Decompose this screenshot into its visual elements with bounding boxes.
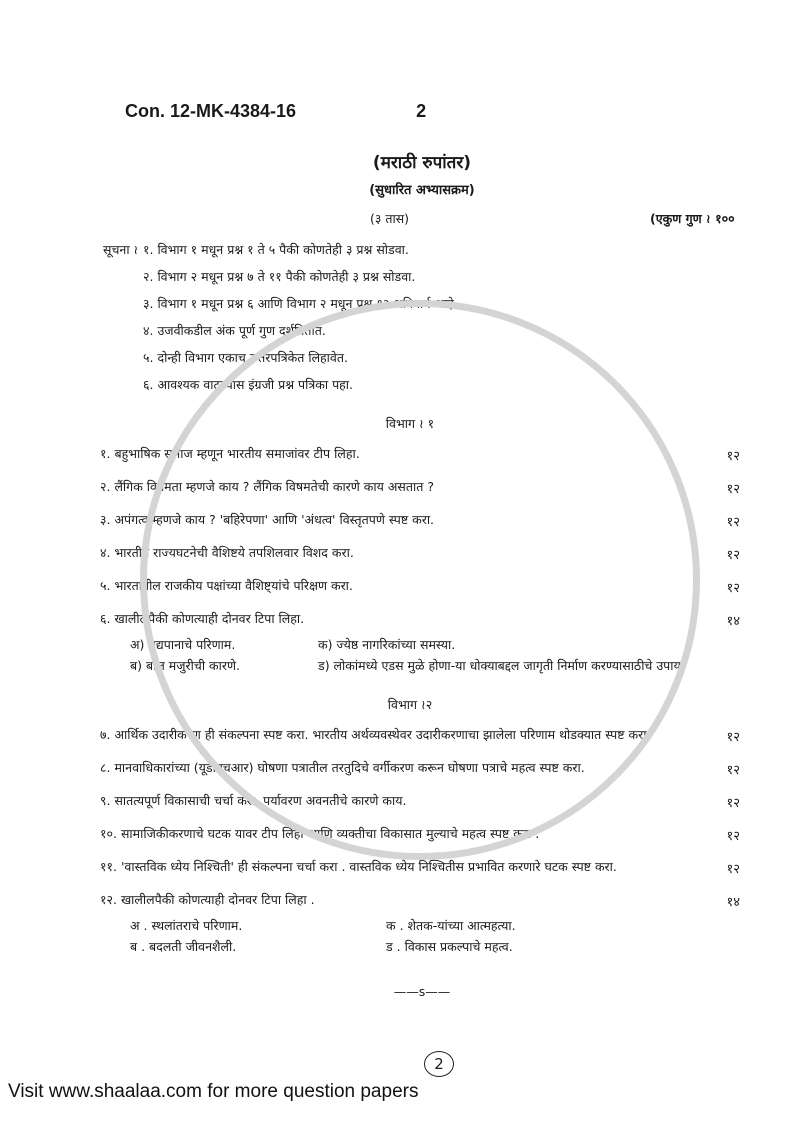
question: ४. भारतीय राज्यघटनेची वैशिष्टये तपशिलवार विशद करा. bbox=[100, 545, 354, 560]
instruction-item: ६. आवश्यक वाटल्यास इंग्रजी प्रश्न पत्रिका पहा. bbox=[143, 377, 354, 392]
question-marks: १२ bbox=[726, 581, 740, 596]
question-marks: १२ bbox=[726, 548, 740, 563]
question-row bbox=[100, 610, 740, 630]
section1-heading: विभाग ≀ १ bbox=[385, 416, 435, 431]
question-row bbox=[100, 825, 740, 845]
question-marks: १४ bbox=[726, 895, 740, 910]
question-marks: १२ bbox=[726, 829, 740, 844]
syllabus-title: (सुधारित अभ्यासक्रम) bbox=[369, 183, 475, 198]
question: ८. मानवाधिकारांच्या (यूडीएचआर) घोषणा पत्रातील तरतुदिचे वर्गीकरण करून घोषणा पत्राचे महत्व स्पष्ट करा. bbox=[100, 760, 585, 775]
option: ब) बाल मजुरीची कारणे. bbox=[130, 658, 241, 673]
paper-code: Con. 12-MK-4384-16 bbox=[125, 101, 297, 121]
question-row bbox=[100, 759, 740, 779]
option: ड) लोकांमध्ये एडस मुळे होणा-या धोक्याबद्दल जागृती निर्माण करण्यासाठीचे उपाय. bbox=[318, 658, 685, 673]
question: १०. सामाजिकीकरणाचे घटक यावर टीप लिहा आणि व्यक्तीचा विकासात मुल्याचे महत्व स्पष्ट करा . bbox=[100, 826, 540, 841]
instruction-item: ४. उजवीकडील अंक पूर्ण गुण दर्शवितात. bbox=[143, 323, 326, 338]
version-title: (मराठी रुपांतर) bbox=[372, 153, 472, 173]
section1-questions bbox=[100, 432, 740, 630]
option: अ . स्थलांतराचे परिणाम. bbox=[130, 918, 243, 933]
question-marks: १२ bbox=[726, 763, 740, 778]
question-marks: १२ bbox=[726, 482, 740, 497]
instruction-item: ३. विभाग १ मधून प्रश्न ६ आणि विभाग २ मधून प्रश्न १२ अनिवार्य आहे. bbox=[143, 296, 458, 311]
question: ५. भारतातील राजकीय पक्षांच्या वैशिष्ट्यांचे परिक्षण करा. bbox=[100, 578, 353, 593]
question-row bbox=[100, 726, 740, 746]
instructions-label: सूचना ≀ bbox=[103, 242, 139, 257]
page-bottom bbox=[0, 1051, 800, 1131]
question-row bbox=[100, 792, 740, 812]
option: क . शेतक-यांच्या आत्महत्या. bbox=[386, 918, 516, 933]
question-row bbox=[100, 511, 740, 531]
question-marks: १४ bbox=[726, 614, 740, 629]
circled-page-number: 2 bbox=[424, 1051, 454, 1077]
question-row bbox=[100, 478, 740, 498]
section2-heading: विभाग ≀२ bbox=[387, 697, 433, 712]
question-row bbox=[100, 544, 740, 564]
question: ९. सातत्यपूर्ण विकासाची चर्चा करा. पर्यावरण अवनतीचे कारणे काय. bbox=[100, 793, 407, 808]
instruction-item: १. विभाग १ मधून प्रश्न १ ते ५ पैकी कोणतेही ३ प्रश्न सोडवा. bbox=[143, 242, 409, 257]
question: ६. खालीलपैकी कोणत्याही दोनवर टिपा लिहा. bbox=[100, 611, 305, 626]
question-marks: १२ bbox=[726, 862, 740, 877]
question-row bbox=[100, 577, 740, 597]
option: अ) मद्यपानाचे परिणाम. bbox=[130, 637, 236, 652]
page-header bbox=[0, 100, 800, 122]
option: ड . विकास प्रकल्पाचे महत्व. bbox=[386, 939, 513, 954]
end-mark: ——s—— bbox=[393, 984, 451, 999]
instruction-item: २. विभाग २ मधून प्रश्न ७ ते ११ पैकी कोणतेही ३ प्रश्न सोडवा. bbox=[143, 269, 416, 284]
total-marks: (एकुण गुण ≀ १०० bbox=[650, 211, 735, 226]
question-marks: १२ bbox=[726, 449, 740, 464]
duration: (३ तास) bbox=[370, 211, 410, 226]
question: २. लैंगिक विषमता म्हणजे काय ? लैंगिक विषमतेची कारणे काय असतात ? bbox=[100, 479, 434, 494]
question-row bbox=[100, 891, 740, 911]
question-marks: १२ bbox=[726, 515, 740, 530]
question: ११. 'वास्तविक ध्येय निश्चिती' ही संकल्पना चर्चा करा . वास्तविक ध्येय निश्चितीस प्रभावित करणारे घटक स्पष्ट करा. bbox=[100, 859, 617, 874]
section1-options bbox=[130, 636, 800, 674]
question: ७. आर्थिक उदारीकरण ही संकल्पना स्पष्ट करा. भारतीय अर्थव्यवस्थेवर उदारीकरणाचा झालेला परिणाम थोडक्यात स्पष्ट करा. bbox=[100, 727, 651, 742]
instruction-item: ५. दोन्ही विभाग एकाच उत्तरपत्रिकेत लिहावेत. bbox=[143, 350, 348, 365]
section2-options bbox=[130, 917, 800, 955]
question: १२. खालीलपैकी कोणत्याही दोनवर टिपा लिहा . bbox=[100, 892, 315, 907]
question-row bbox=[100, 858, 740, 878]
option: ब . बदलती जीवनशैली. bbox=[130, 939, 237, 954]
page-number: 2 bbox=[416, 101, 427, 121]
question: १. बहुभाषिक समाज म्हणून भारतीय समाजांवर टीप लिहा. bbox=[100, 446, 360, 461]
question-marks: १२ bbox=[726, 730, 740, 745]
question-marks: १२ bbox=[726, 796, 740, 811]
instructions bbox=[0, 241, 800, 393]
section2-questions bbox=[100, 713, 740, 911]
question-row bbox=[100, 445, 740, 465]
question: ३. अपंगत्व म्हणजे काय ? 'बहिरेपणा' आणि 'अंधत्व' विस्तृतपणे स्पष्ट करा. bbox=[100, 512, 435, 527]
footer-note: Visit www.shaalaa.com for more question papers bbox=[8, 1081, 419, 1102]
option: क) ज्येष्ठ नागरिकांच्या समस्या. bbox=[318, 637, 456, 652]
